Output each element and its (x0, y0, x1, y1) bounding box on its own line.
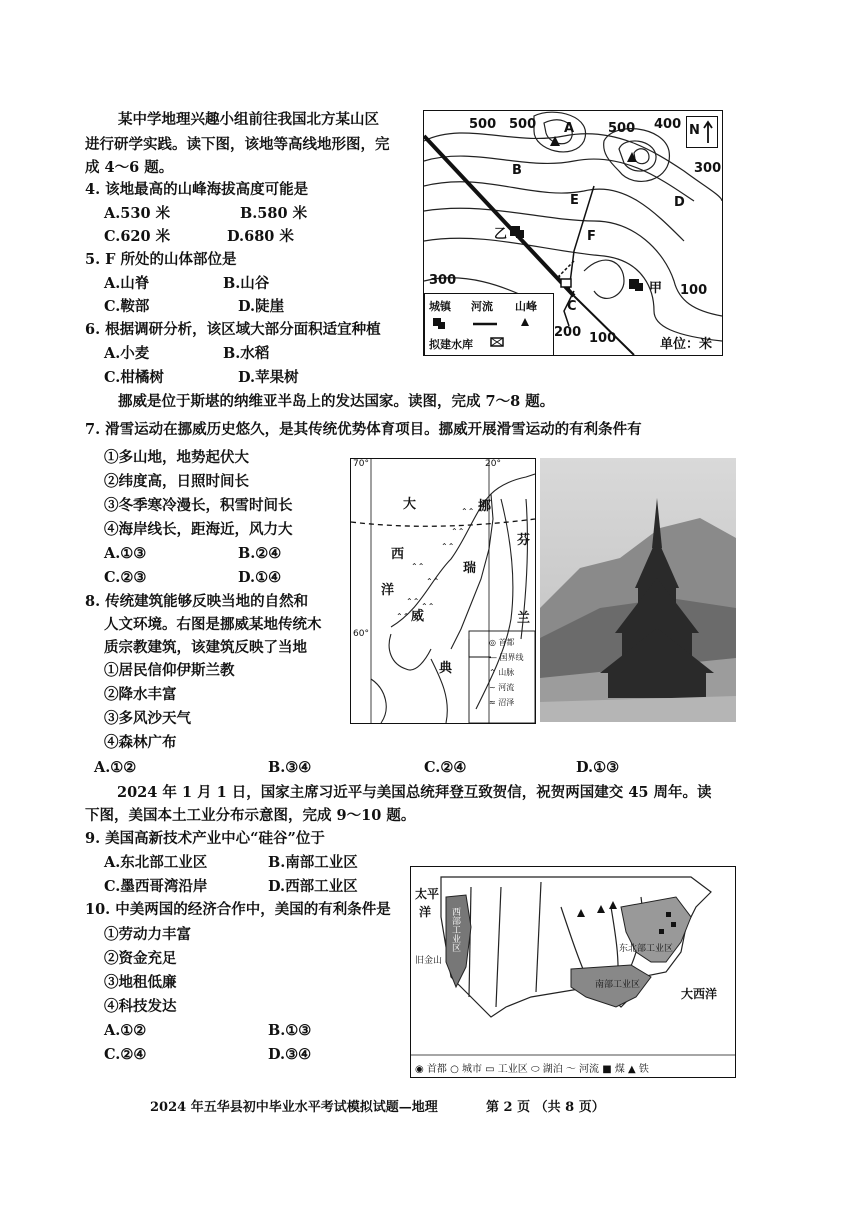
intro-usa-2: 下图，美国本土工业分布示意图，完成 9～10 题。 (85, 807, 416, 824)
legend-peak: 山峰 (515, 300, 537, 313)
finland-char-2: 兰 (517, 611, 531, 626)
unit-label: 单位：米 (660, 337, 713, 352)
finland-char-1: 芬 (517, 533, 531, 548)
q10-item-3: ③地租低廉 (104, 974, 177, 991)
north-arrow (686, 116, 718, 148)
q9-option-a[interactable]: A.东北部工业区 (104, 854, 208, 871)
sweden-char-1: 瑞 (463, 561, 477, 576)
south-industry-label: 南部工业区 (595, 980, 641, 990)
contour-legend (424, 293, 554, 356)
q4-option-a[interactable]: A.530 米 (104, 205, 171, 222)
q5-option-c[interactable]: C.鞍部 (104, 298, 150, 315)
west-industry-label: 西部工业区 (450, 907, 460, 952)
q7-option-a[interactable]: A.①③ (104, 545, 147, 562)
norway-char-2: 威 (411, 609, 425, 624)
q8-item-3: ③多风沙天气 (104, 710, 191, 727)
legend-capital: ◎ 首都 (489, 638, 515, 647)
footer-page: 第 2 页 （共 8 页） (486, 1100, 605, 1115)
q8-stem-1: 8. 传统建筑能够反映当地的自然和 (85, 593, 309, 610)
q6-option-d[interactable]: D.苹果树 (238, 369, 299, 386)
contour-label-300a: 300 (694, 161, 722, 176)
legend-reservoir: 拟建水库 (429, 338, 473, 351)
q5-option-b[interactable]: B.山谷 (223, 275, 270, 292)
q9-option-b[interactable]: B.南部工业区 (268, 854, 358, 871)
q5-stem: 5. F 所处的山体部位是 (85, 251, 237, 268)
q4-option-b[interactable]: B.580 米 (240, 205, 308, 222)
legend-town: 城镇 (429, 300, 451, 313)
contour-label-200: 200 (554, 325, 582, 340)
q7-option-b[interactable]: B.②④ (238, 545, 282, 562)
q7-option-c[interactable]: C.②③ (104, 569, 147, 586)
contour-label-100b: 100 (589, 331, 617, 346)
q7-item-3: ③冬季寒冷漫长，积雪时间长 (104, 497, 293, 514)
q9-option-d[interactable]: D.西部工业区 (268, 878, 358, 895)
contour-map (423, 110, 723, 356)
svg-text:⌃⌃: ⌃⌃ (441, 542, 455, 551)
point-f-label: F (587, 229, 596, 244)
pacific-label-2: 洋 (419, 905, 432, 919)
intro-line-3: 成 4～6 题。 (85, 159, 174, 176)
usa-map-drawing (411, 867, 735, 1077)
stave-church-photo (540, 458, 736, 722)
q10-item-4: ④科技发达 (104, 998, 177, 1015)
usa-legend: ◉ 首都 ○ 城市 ▭ 工业区 ⬭ 湖泊 〜 河流 ■ 煤 ▲ 铁 (415, 1064, 649, 1075)
svg-text:⌃⌃: ⌃⌃ (421, 602, 435, 611)
contour-label-300b: 300 (429, 273, 457, 288)
north-label: N (689, 123, 700, 138)
sweden-char-2: 典 (439, 661, 453, 676)
contour-label-500c: 500 (608, 121, 636, 136)
q8-option-a[interactable]: A.①② (94, 759, 137, 776)
contour-label-400: 400 (654, 117, 682, 132)
northeast-industry-label: 东北部工业区 (619, 944, 674, 954)
legend-river: ~ 河流 (489, 683, 515, 692)
pacific-label-1: 太平 (415, 887, 440, 901)
q8-option-d[interactable]: D.①③ (576, 759, 620, 776)
q8-item-1: ①居民信仰伊斯兰教 (104, 662, 235, 679)
usa-industry-map (410, 866, 736, 1078)
q6-option-b[interactable]: B.水稻 (223, 345, 270, 362)
svg-text:⌃⌃: ⌃⌃ (461, 507, 475, 516)
san-francisco-label: 旧金山 (415, 956, 443, 966)
q4-option-d[interactable]: D.680 米 (227, 228, 294, 245)
q8-item-4: ④森林广布 (104, 734, 177, 751)
point-d-label: D (674, 195, 685, 210)
intro-line-2: 进行研学实践。读下图，该地等高线地形图，完 (85, 136, 390, 153)
contour-label-500b: 500 (509, 117, 537, 132)
q6-stem: 6. 根据调研分析，该区域大部分面积适宜种植 (85, 321, 381, 338)
q10-option-b[interactable]: B.①③ (268, 1022, 312, 1039)
point-c-label: C (567, 299, 577, 314)
contour-label-500a: 500 (469, 117, 497, 132)
north-arrow-icon (687, 117, 717, 147)
atlantic-label: 大西洋 (681, 987, 718, 1001)
lat-60-label: 60° (353, 629, 369, 639)
svg-text:⌃⌃: ⌃⌃ (426, 577, 440, 586)
norway-legend (489, 635, 524, 710)
q8-option-c[interactable]: C.②④ (424, 759, 467, 776)
norway-char-1: 挪 (478, 499, 492, 514)
q7-option-d[interactable]: D.①④ (238, 569, 282, 586)
q10-option-d[interactable]: D.③④ (268, 1046, 312, 1063)
svg-text:⌃⌃: ⌃⌃ (396, 612, 410, 621)
q9-stem: 9. 美国高新技术产业中心“硅谷”位于 (85, 830, 325, 847)
town-jia-label: 甲 (649, 281, 663, 296)
q5-option-a[interactable]: A.山脊 (104, 275, 150, 292)
q6-option-a[interactable]: A.小麦 (104, 345, 150, 362)
peak-a-label: A (564, 121, 575, 136)
legend-swamp: ≈ 沼泽 (489, 698, 515, 707)
ocean-char-2: 西 (391, 547, 405, 562)
svg-text:⌃⌃: ⌃⌃ (411, 562, 425, 571)
q4-option-c[interactable]: C.620 米 (104, 228, 171, 245)
legend-mountain: ⌃ 山脉 (489, 668, 515, 677)
intro-line-1: 某中学地理兴趣小组前往我国北方某山区 (118, 111, 379, 128)
contour-label-100a: 100 (680, 283, 708, 298)
q10-item-2: ②资金充足 (104, 950, 177, 967)
ocean-char-1: 大 (403, 497, 417, 512)
svg-text:⌃⌃: ⌃⌃ (451, 527, 465, 536)
point-e-label: E (570, 193, 579, 208)
q8-stem-2: 人文环境。右图是挪威某地传统木 (104, 616, 322, 633)
q8-stem-3: 质宗教建筑，该建筑反映了当地 (104, 639, 307, 656)
ocean-char-3: 洋 (381, 583, 395, 598)
town-yi-label: 乙 (494, 227, 508, 242)
norway-map (350, 458, 536, 724)
q10-item-1: ①劳动力丰富 (104, 926, 191, 943)
lon-20-label: 20° (485, 459, 501, 469)
point-b-label: B (512, 163, 522, 178)
svg-text:⌃⌃: ⌃⌃ (406, 597, 420, 606)
footer-title: 2024 年五华县初中毕业水平考试模拟试题—地理 (150, 1100, 438, 1115)
stave-church-image (540, 458, 736, 722)
q8-option-b[interactable]: B.③④ (268, 759, 312, 776)
lon-70-label: 70° (353, 459, 369, 469)
q7-stem: 7. 滑雪运动在挪威历史悠久，是其传统优势体育项目。挪威开展滑雪运动的有利条件有 (85, 421, 642, 438)
q7-item-2: ②纬度高，日照时间长 (104, 473, 249, 490)
q5-option-d[interactable]: D.陡崖 (238, 298, 285, 315)
q10-option-a[interactable]: A.①② (104, 1022, 147, 1039)
intro-norway: 挪威是位于斯堪的纳维亚半岛上的发达国家。读图，完成 7～8 题。 (118, 393, 555, 410)
q4-stem: 4. 该地最高的山峰海拔高度可能是 (85, 181, 309, 198)
q10-option-c[interactable]: C.②④ (104, 1046, 147, 1063)
q6-option-c[interactable]: C.柑橘树 (104, 369, 164, 386)
q8-item-2: ②降水丰富 (104, 686, 177, 703)
intro-usa-1: 2024 年 1 月 1 日，国家主席习近平与美国总统拜登互致贺信，祝贺两国建交 45 周年。读 (117, 784, 712, 801)
legend-border: — 国界线 (489, 653, 524, 662)
q9-option-c[interactable]: C.墨西哥湾沿岸 (104, 878, 208, 895)
legend-river: 河流 (471, 300, 493, 313)
q10-stem: 10. 中美两国的经济合作中，美国的有利条件是 (85, 901, 391, 918)
q7-item-1: ①多山地，地势起伏大 (104, 449, 249, 466)
q7-item-4: ④海岸线长，距海近，风力大 (104, 521, 293, 538)
